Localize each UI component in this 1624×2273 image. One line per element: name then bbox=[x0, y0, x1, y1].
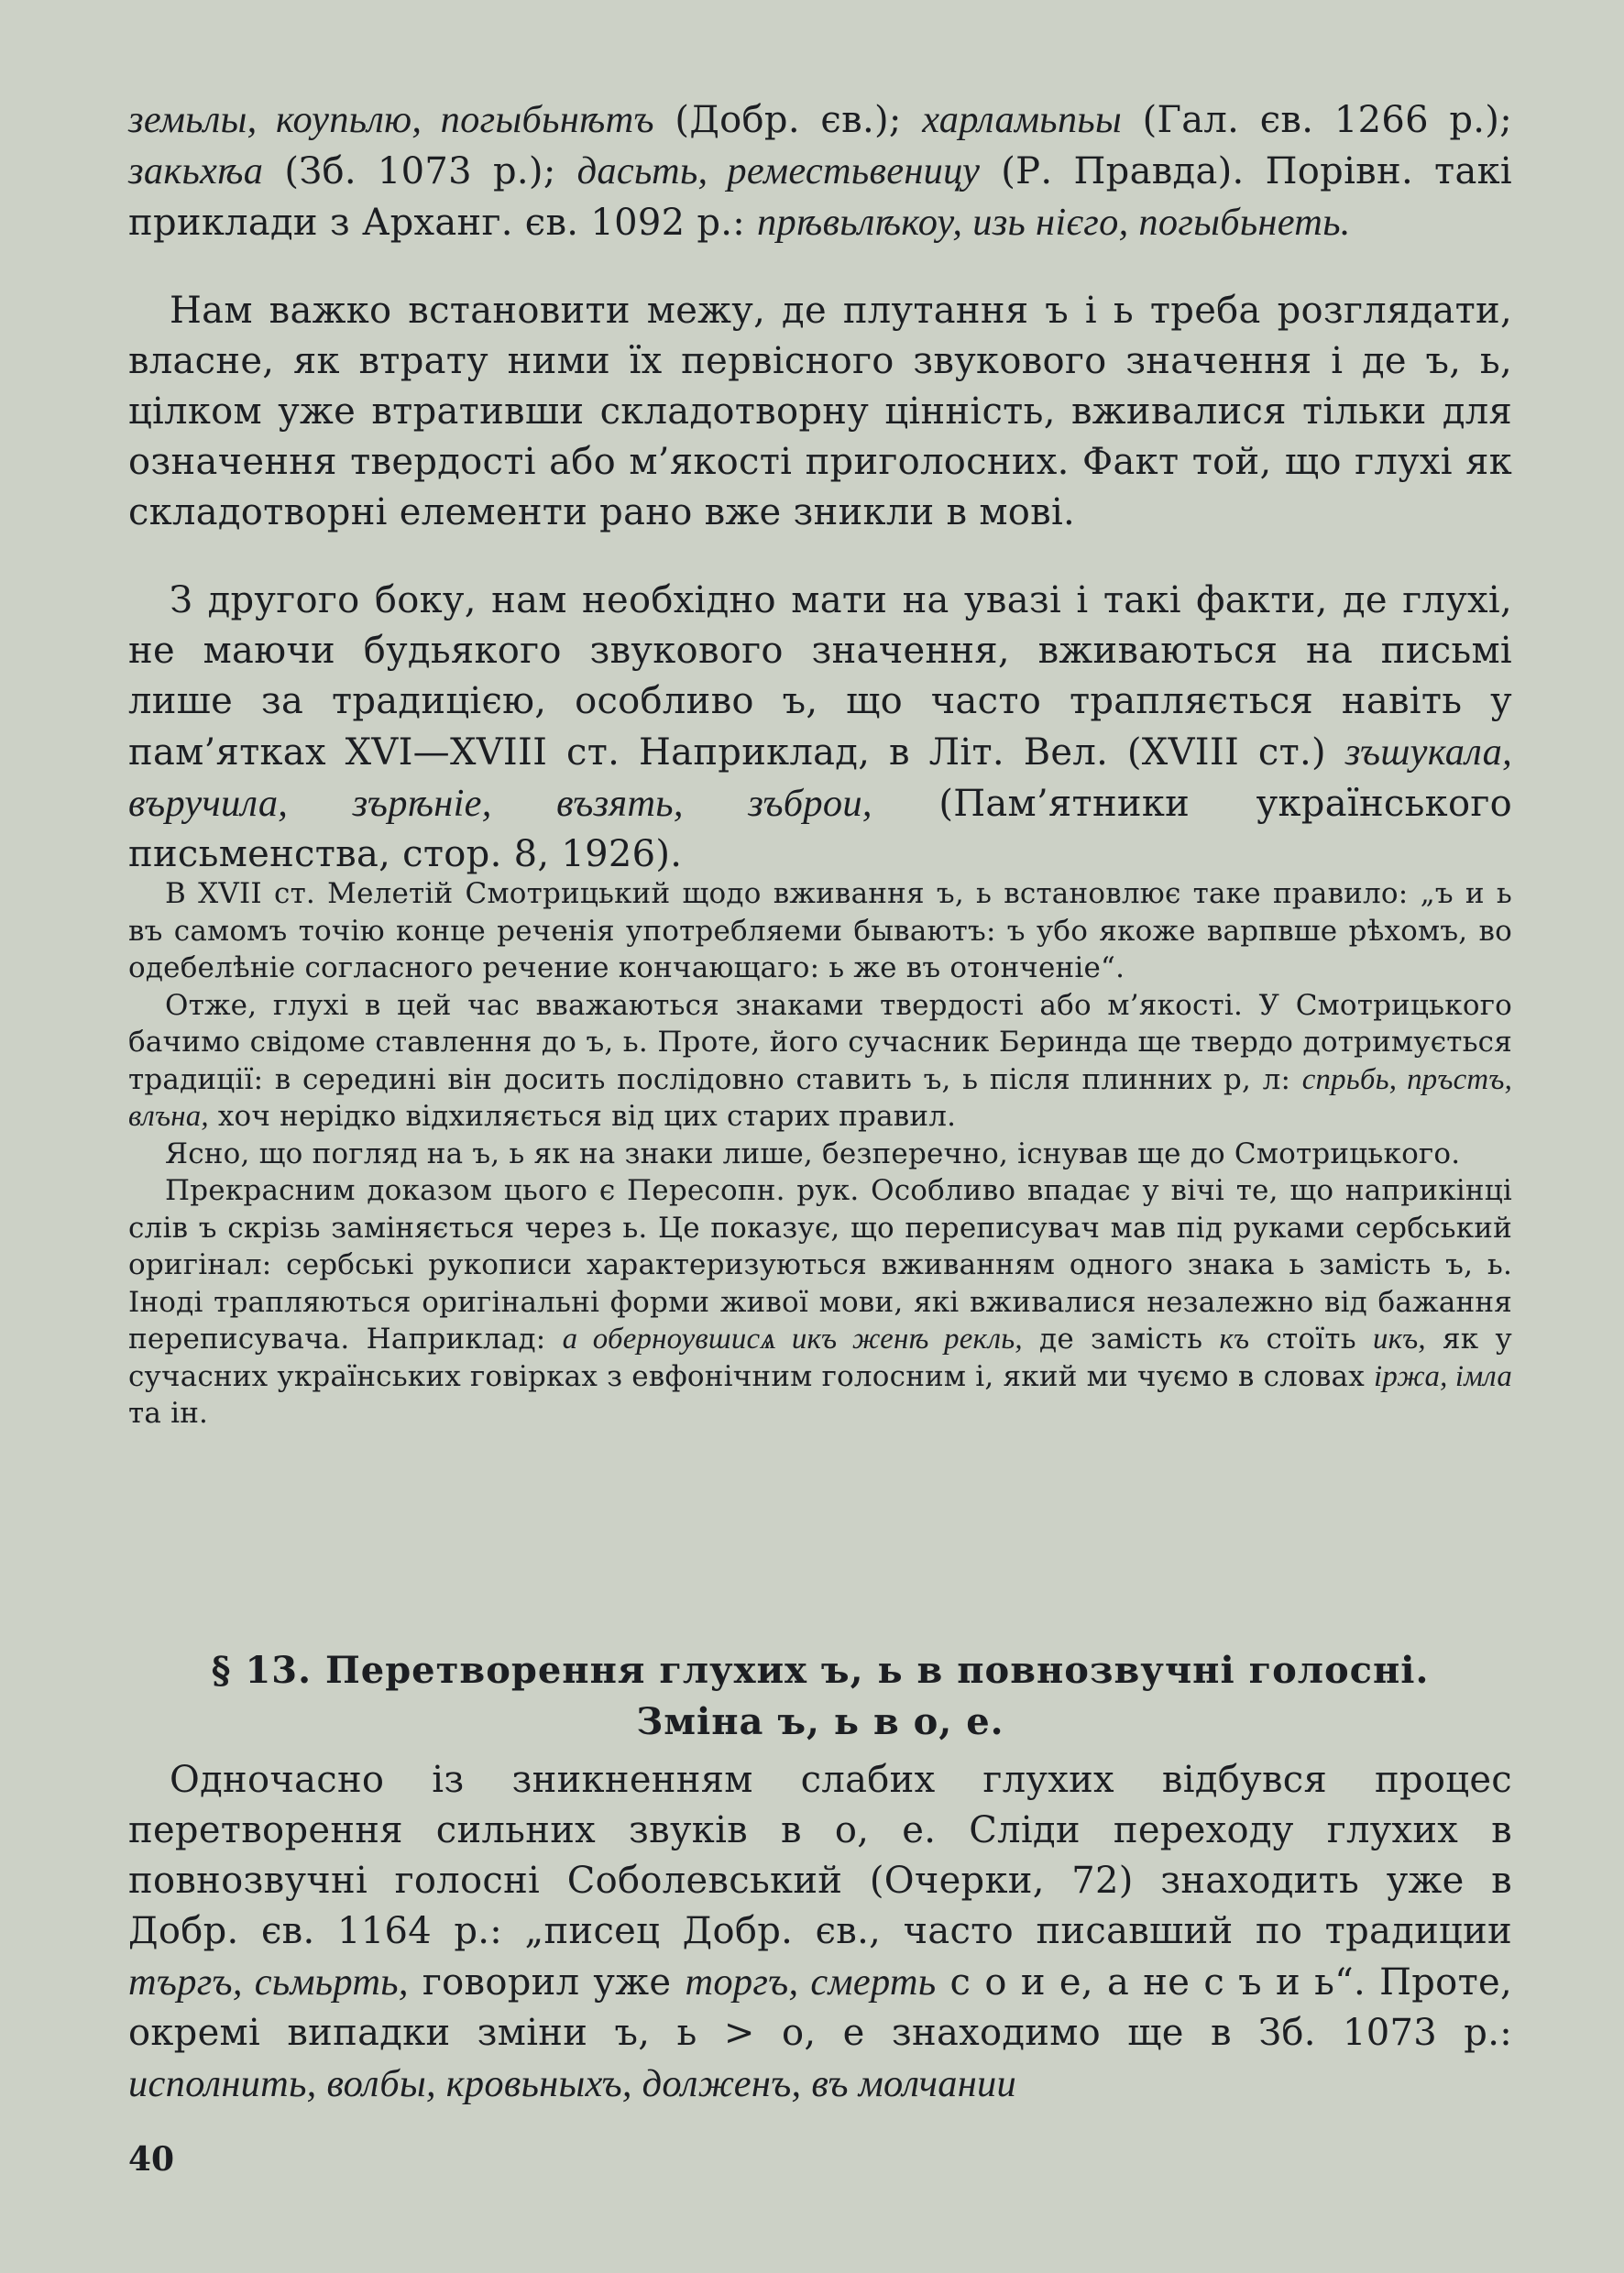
text-run: (Пам’ятники українського письменства, стор. 8, 1926). bbox=[128, 783, 1513, 875]
text-run: де замість bbox=[1022, 1323, 1220, 1356]
note-paragraph bbox=[128, 1172, 1512, 1433]
text-run: (Гал. єв. 1266 р.); bbox=[1122, 99, 1512, 141]
text-run: та ін. bbox=[128, 1397, 209, 1430]
paragraph-continued bbox=[128, 94, 1512, 248]
paragraph bbox=[128, 576, 1512, 880]
italic-example-words: харламьпьы bbox=[922, 98, 1122, 141]
paragraph bbox=[128, 1755, 1512, 2110]
text-run: (Зб. 1073 р.); bbox=[263, 150, 577, 192]
text-run: стоїть bbox=[1249, 1323, 1373, 1356]
text-block-3 bbox=[128, 576, 1512, 880]
italic-example-words: земьлы, коупьлю, погыбьнѣтъ bbox=[128, 98, 654, 141]
text-run: (Р. Правда). Порівн. такі приклади з Арханг. єв. 1092 р.: bbox=[128, 150, 1513, 244]
section-heading-line-2: Зміна ъ, ь в о, е. bbox=[636, 1700, 1004, 1743]
text-run: Одночасно із зникненням слабих глухих відбувся процес перетворення сильних звуків в о, е. Сліди переходу глухих в повнозвучні голосні Соболевський (Очерки, 72) знаходить уже в Добр. єв. 1164 р.: „писец Добр. єв., часто писавший по традиции bbox=[128, 1759, 1512, 1952]
italic-example-words: къ bbox=[1219, 1323, 1250, 1356]
italic-example-words: іржа, імла bbox=[1373, 1359, 1512, 1393]
text-run: Ясно, що погляд на ъ, ь як на знаки лише, безперечно, існував ще до Смотрицького. bbox=[165, 1136, 1461, 1170]
text-run: В XVII ст. Мелетій Смотрицький щодо вживання ъ, ь встановлює таке правило: „ъ и ь въ самомъ точію конце реченія употребляеми бываютъ: ъ убо якоже варпвше рѣхомъ, во одебелѣніе согласного речение кончающаго: ь же въ отонченіе“. bbox=[128, 877, 1512, 984]
text-run: Прекрасним доказом цього є Пересопн. рук. Особливо впадає у вічі те, що наприкінці слів ъ скрізь заміняється через ь. Це показує, що переписувач мав під руками сербський оригінал: сербські рукописи характеризуються вживанням одного знака ь замість ъ, ь. Іноді трапляються оригінальні форми живої мови, які вживалися незалежно від бажання переписувача. Наприклад: bbox=[128, 1174, 1512, 1356]
text-run: говорил уже bbox=[408, 1961, 686, 2004]
note-paragraph bbox=[128, 1136, 1512, 1173]
italic-example-words: закьхѣа bbox=[128, 149, 264, 192]
italic-example-words: исполнить, волбы, кровьныхъ, долженъ, въ молчании bbox=[128, 2062, 1017, 2105]
section-heading-line-1: § 13. Перетворення глухих ъ, ь в повнозвучні голосні. bbox=[211, 1649, 1430, 1692]
note-paragraph bbox=[128, 875, 1512, 987]
text-block-top bbox=[128, 94, 1512, 248]
text-run: З другого боку, нам необхідно мати на увазі і такі факти, де глухі, не маючи будьякого звукового значення, вживаються на письмі лише за традицією, особливо ъ, що часто трапляється навіть у пам’ятках XVI—XVIII ст. Наприклад, в Літ. Вел. (XVIII ст.) bbox=[128, 579, 1512, 774]
italic-example-words: прѣвьлѣкоу, изь нієго, погыбьнеть. bbox=[757, 201, 1351, 244]
italic-example-words: спрьбь, пръстъ, влъна, bbox=[128, 1062, 1512, 1133]
italic-example-words: търгъ, сьмьрть, bbox=[128, 1960, 409, 2004]
note-paragraph bbox=[128, 987, 1512, 1136]
text-block-4 bbox=[128, 1755, 1512, 2110]
text-run: Отже, глухі в цей час вважаються знаками твердості або м’якості. У Смотрицького бачимо свідоме ставлення до ъ, ь. Проте, його сучасник Беринда ще твердо дотримується традиції: в середині він досить послідовно ставить ъ, ь після плинних р, л: bbox=[128, 988, 1512, 1096]
text-run: с о и е, а не с ъ и ь“. Проте, окремі випадки зміни ъ, ь > о, е знаходимо ще в Зб. 1073 р.: bbox=[128, 1961, 1512, 2054]
text-run: як у сучасних українських говірках з евфонічним голосним і, який ми чуємо в словах bbox=[128, 1323, 1512, 1393]
italic-example-words: зъшукала, въручила, зърѣніе, възять, зъброи, bbox=[128, 730, 1512, 825]
notes-block bbox=[128, 875, 1512, 1433]
text-run: (Добр. єв.); bbox=[653, 99, 923, 141]
section-heading bbox=[128, 1645, 1512, 1748]
text-block-2 bbox=[128, 286, 1512, 538]
text-run: Нам важко встановити межу, де плутання ъ і ь треба розглядати, власне, як втрату ними їх первісного звукового значення і де ъ, ь, цілком уже втративши складотворну цінність, вживалися тільки для означення твердості або м’якості приголосних. Факт той, що глухі як складотворні елементи рано вже зникли в мові. bbox=[128, 290, 1512, 533]
paragraph bbox=[128, 286, 1512, 538]
italic-example-words: дасьть, реместьвеницу bbox=[576, 149, 981, 192]
italic-example-words: икъ, bbox=[1372, 1323, 1426, 1356]
text-run: хоч нерідко відхиляється від цих старих правил. bbox=[208, 1100, 957, 1133]
italic-example-words: торгъ, смерть bbox=[685, 1960, 937, 2004]
italic-example-words: а оберноувшисѧ икъ женѣ рекль, bbox=[562, 1323, 1023, 1356]
page-number: 40 bbox=[128, 2140, 175, 2179]
